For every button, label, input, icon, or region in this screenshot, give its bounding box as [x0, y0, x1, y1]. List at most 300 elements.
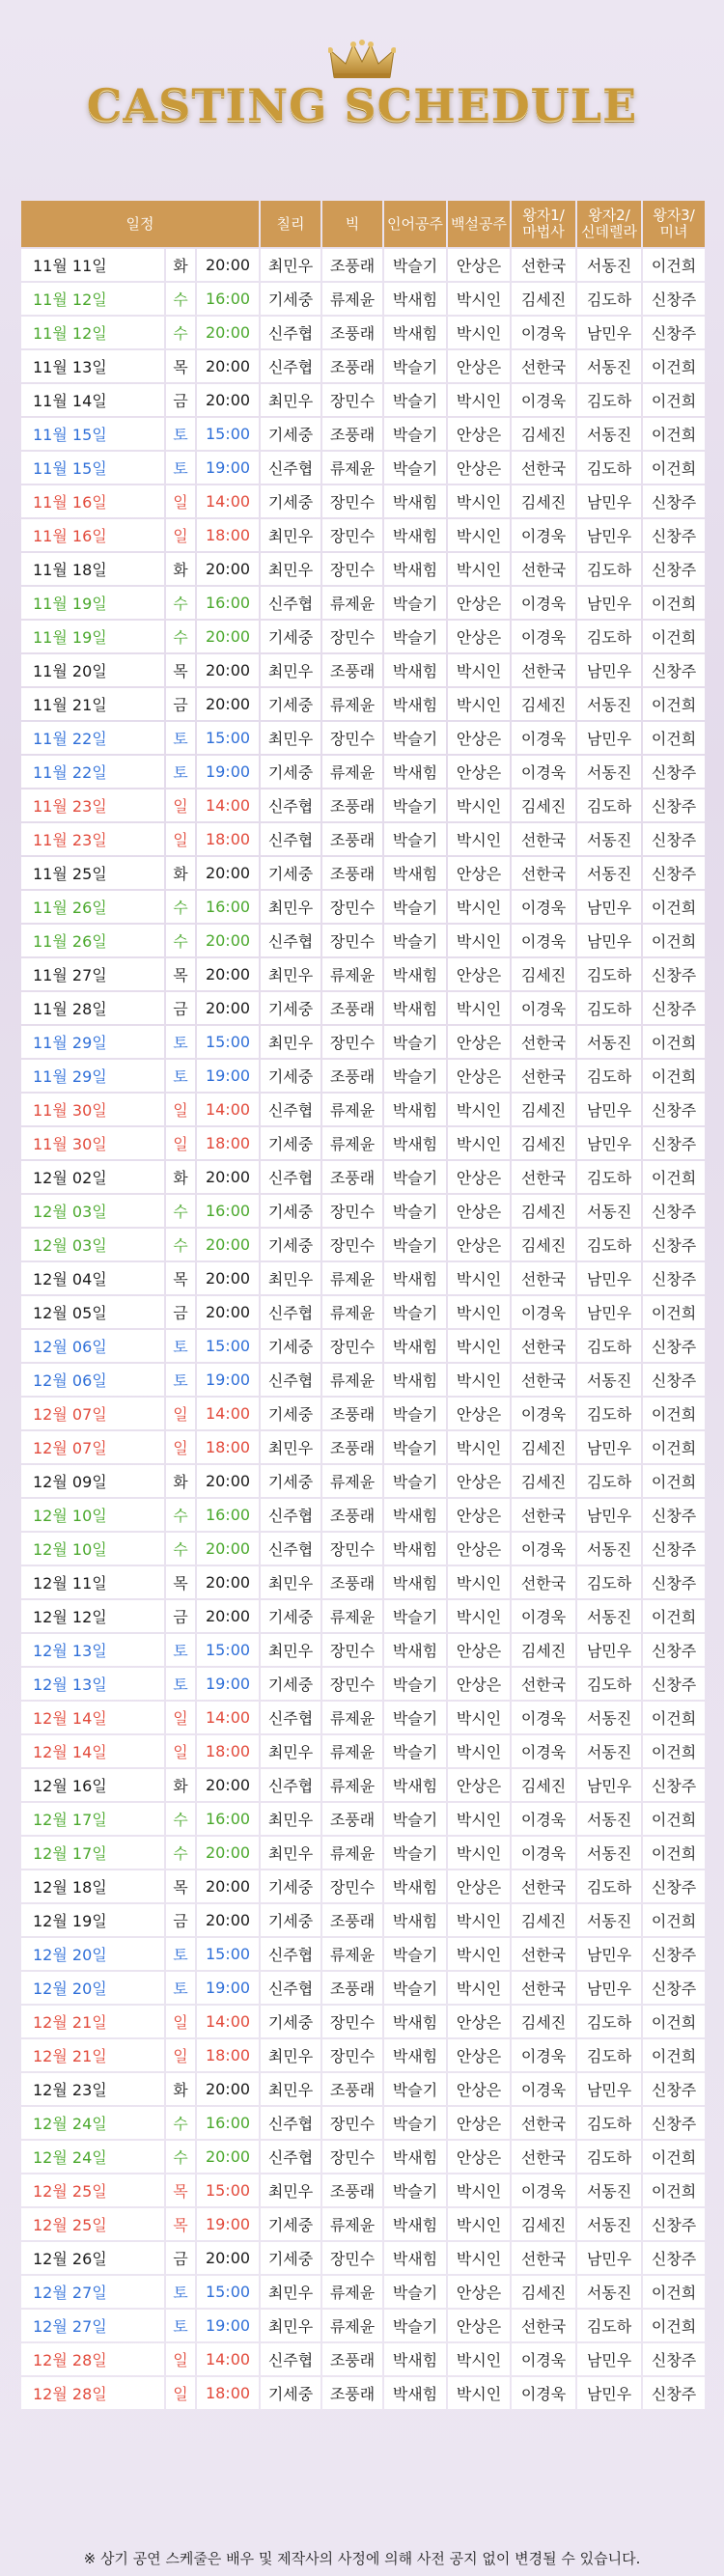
cell-big: 조풍래: [322, 1398, 382, 1429]
cell-date: 12월 25일: [21, 2174, 164, 2206]
cell-time: 18:00: [197, 2377, 259, 2409]
cell-prince1: 선한국: [512, 823, 575, 855]
cell-day: 일: [166, 1094, 195, 1125]
cell-date: 12월 10일: [21, 1499, 164, 1531]
table-row: [21, 2174, 705, 2206]
cell-chili: 신주협: [261, 350, 320, 382]
cell-big: 장민수: [322, 553, 382, 585]
cell-chili: 최민우: [261, 384, 320, 416]
cell-prince2: 남민우: [577, 1262, 641, 1294]
cell-snow: 안상은: [448, 722, 510, 754]
cell-day: 목: [166, 1566, 195, 1598]
cell-mermaid: 박슬기: [384, 789, 446, 821]
cell-mermaid: 박슬기: [384, 891, 446, 923]
cell-snow: 안상은: [448, 249, 510, 281]
table-row: [21, 317, 705, 348]
cell-mermaid: 박새힘: [384, 958, 446, 990]
table-row: [21, 992, 705, 1024]
cell-prince1: 김세진: [512, 1769, 575, 1801]
cell-date: 11월 29일: [21, 1026, 164, 1058]
cell-big: 류제윤: [322, 1938, 382, 1970]
cell-date: 12월 21일: [21, 2039, 164, 2071]
cell-prince3: 신창주: [643, 654, 705, 686]
cell-day: 수: [166, 1533, 195, 1565]
cell-big: 장민수: [322, 485, 382, 517]
cell-big: 장민수: [322, 2107, 382, 2139]
cell-chili: 최민우: [261, 1262, 320, 1294]
cell-mermaid: 박슬기: [384, 1938, 446, 1970]
cell-big: 류제윤: [322, 756, 382, 788]
cell-prince2: 남민우: [577, 891, 641, 923]
cell-day: 일: [166, 2377, 195, 2409]
cell-mermaid: 박새힘: [384, 1364, 446, 1396]
cell-date: 12월 21일: [21, 2006, 164, 2037]
table-row: [21, 1769, 705, 1801]
cell-snow: 박시인: [448, 1566, 510, 1598]
cell-big: 장민수: [322, 1668, 382, 1700]
cell-big: 조풍래: [322, 1566, 382, 1598]
table-row: [21, 1330, 705, 1362]
cell-snow: 박시인: [448, 2242, 510, 2274]
cell-prince2: 서동진: [577, 1364, 641, 1396]
cell-date: 12월 17일: [21, 1837, 164, 1869]
cell-prince1: 이경욱: [512, 2343, 575, 2375]
cell-chili: 기세중: [261, 2208, 320, 2240]
cell-date: 12월 28일: [21, 2377, 164, 2409]
cell-mermaid: 박슬기: [384, 925, 446, 956]
cell-chili: 기세중: [261, 2242, 320, 2274]
cell-snow: 안상은: [448, 1026, 510, 1058]
cell-prince3: 이건희: [643, 418, 705, 450]
cell-time: 20:00: [197, 2141, 259, 2173]
header-prince2: 왕자2/ 신데렐라: [577, 201, 641, 247]
cell-date: 11월 30일: [21, 1127, 164, 1159]
cell-prince1: 이경욱: [512, 1735, 575, 1767]
cell-mermaid: 박새힘: [384, 1566, 446, 1598]
cell-big: 장민수: [322, 2006, 382, 2037]
cell-mermaid: 박슬기: [384, 418, 446, 450]
cell-chili: 최민우: [261, 722, 320, 754]
cell-time: 14:00: [197, 1094, 259, 1125]
table-row: [21, 1364, 705, 1396]
cell-time: 20:00: [197, 1769, 259, 1801]
cell-prince2: 남민우: [577, 519, 641, 551]
cell-chili: 기세중: [261, 2006, 320, 2037]
cell-prince1: 이경욱: [512, 2073, 575, 2105]
cell-snow: 박시인: [448, 1702, 510, 1733]
cell-snow: 박시인: [448, 891, 510, 923]
cell-snow: 안상은: [448, 1398, 510, 1429]
cell-chili: 신주협: [261, 1702, 320, 1733]
cell-prince2: 남민우: [577, 1972, 641, 2004]
cell-big: 류제윤: [322, 452, 382, 484]
cell-day: 일: [166, 1127, 195, 1159]
cell-time: 19:00: [197, 1364, 259, 1396]
cell-prince2: 서동진: [577, 756, 641, 788]
cell-date: 12월 05일: [21, 1296, 164, 1328]
footnote: ※ 상기 공연 스케줄은 배우 및 제작사의 사정에 의해 사전 공지 없이 변경될 수 있습니다.: [83, 2550, 641, 2567]
cell-mermaid: 박슬기: [384, 249, 446, 281]
cell-day: 토: [166, 756, 195, 788]
cell-snow: 박시인: [448, 2343, 510, 2375]
cell-time: 16:00: [197, 587, 259, 619]
cell-day: 화: [166, 1465, 195, 1497]
cell-prince1: 선한국: [512, 2310, 575, 2341]
cell-time: 20:00: [197, 1229, 259, 1260]
cell-date: 11월 16일: [21, 519, 164, 551]
cell-prince1: 김세진: [512, 1465, 575, 1497]
cell-mermaid: 박새힘: [384, 2141, 446, 2173]
cell-mermaid: 박슬기: [384, 1668, 446, 1700]
cell-day: 수: [166, 587, 195, 619]
cell-big: 류제윤: [322, 688, 382, 720]
cell-prince2: 남민우: [577, 485, 641, 517]
cell-big: 조풍래: [322, 317, 382, 348]
cell-time: 20:00: [197, 992, 259, 1024]
cell-prince2: 남민우: [577, 1094, 641, 1125]
cell-date: 12월 09일: [21, 1465, 164, 1497]
cell-prince1: 선한국: [512, 654, 575, 686]
table-row: [21, 1870, 705, 1902]
cell-prince3: 이건희: [643, 925, 705, 956]
cell-mermaid: 박슬기: [384, 2073, 446, 2105]
table-row: [21, 1735, 705, 1767]
cell-big: 조풍래: [322, 418, 382, 450]
cell-chili: 신주협: [261, 2141, 320, 2173]
cell-time: 18:00: [197, 1431, 259, 1463]
cell-prince2: 김도하: [577, 553, 641, 585]
cell-prince2: 김도하: [577, 1229, 641, 1260]
cell-snow: 박시인: [448, 1431, 510, 1463]
cell-chili: 신주협: [261, 1938, 320, 1970]
cell-snow: 박시인: [448, 1600, 510, 1632]
table-row: [21, 891, 705, 923]
cell-prince3: 이건희: [643, 1026, 705, 1058]
cell-prince1: 선한국: [512, 1262, 575, 1294]
cell-mermaid: 박슬기: [384, 1060, 446, 1092]
cell-time: 20:00: [197, 1566, 259, 1598]
table-row: [21, 384, 705, 416]
cell-day: 일: [166, 789, 195, 821]
cell-snow: 안상은: [448, 2276, 510, 2308]
cell-time: 20:00: [197, 249, 259, 281]
cell-chili: 최민우: [261, 1431, 320, 1463]
cell-snow: 박시인: [448, 1364, 510, 1396]
cell-date: 12월 19일: [21, 1904, 164, 1936]
cell-prince1: 김세진: [512, 688, 575, 720]
cell-prince2: 남민우: [577, 2073, 641, 2105]
table-row: [21, 2242, 705, 2274]
cell-snow: 안상은: [448, 1195, 510, 1227]
cell-chili: 신주협: [261, 1094, 320, 1125]
table-row: [21, 2073, 705, 2105]
cell-mermaid: 박새힘: [384, 2242, 446, 2274]
cell-prince1: 김세진: [512, 1094, 575, 1125]
cell-chili: 최민우: [261, 2039, 320, 2071]
cell-chili: 기세중: [261, 2377, 320, 2409]
cell-prince2: 서동진: [577, 1803, 641, 1835]
table-row: [21, 1634, 705, 1666]
cell-prince2: 김도하: [577, 958, 641, 990]
cell-time: 20:00: [197, 1870, 259, 1902]
cell-prince2: 서동진: [577, 1702, 641, 1733]
cell-day: 토: [166, 1364, 195, 1396]
cell-day: 목: [166, 958, 195, 990]
cell-time: 15:00: [197, 722, 259, 754]
cell-prince1: 선한국: [512, 1566, 575, 1598]
cell-date: 11월 16일: [21, 485, 164, 517]
cell-date: 11월 12일: [21, 317, 164, 348]
cell-snow: 박시인: [448, 317, 510, 348]
cell-time: 14:00: [197, 2006, 259, 2037]
cell-prince3: 신창주: [643, 2107, 705, 2139]
cell-chili: 기세중: [261, 1195, 320, 1227]
cell-mermaid: 박새힘: [384, 1262, 446, 1294]
cell-prince3: 신창주: [643, 857, 705, 889]
cell-mermaid: 박새힘: [384, 519, 446, 551]
cell-snow: 박시인: [448, 1127, 510, 1159]
cell-date: 11월 25일: [21, 857, 164, 889]
cell-prince2: 서동진: [577, 418, 641, 450]
cell-day: 수: [166, 317, 195, 348]
cell-prince2: 남민우: [577, 1499, 641, 1531]
cell-date: 12월 03일: [21, 1229, 164, 1260]
cell-day: 화: [166, 553, 195, 585]
cell-time: 19:00: [197, 2208, 259, 2240]
cell-snow: 박시인: [448, 789, 510, 821]
table-row: [21, 2377, 705, 2409]
cell-prince1: 김세진: [512, 958, 575, 990]
cell-prince1: 선한국: [512, 1499, 575, 1531]
cell-chili: 신주협: [261, 2107, 320, 2139]
table-row: [21, 1668, 705, 1700]
table-row: [21, 1702, 705, 1733]
cell-big: 장민수: [322, 1634, 382, 1666]
cell-big: 조풍래: [322, 2174, 382, 2206]
cell-day: 화: [166, 249, 195, 281]
cell-snow: 안상은: [448, 2073, 510, 2105]
cell-prince1: 선한국: [512, 350, 575, 382]
cell-big: 조풍래: [322, 654, 382, 686]
cell-big: 조풍래: [322, 2073, 382, 2105]
cell-prince3: 신창주: [643, 2073, 705, 2105]
cell-time: 15:00: [197, 1330, 259, 1362]
cell-chili: 최민우: [261, 249, 320, 281]
cell-snow: 안상은: [448, 621, 510, 652]
cell-prince2: 김도하: [577, 621, 641, 652]
table-row: [21, 1465, 705, 1497]
cell-mermaid: 박새힘: [384, 688, 446, 720]
cell-chili: 최민우: [261, 2073, 320, 2105]
cell-prince3: 이건희: [643, 1161, 705, 1193]
cell-day: 금: [166, 992, 195, 1024]
cell-day: 일: [166, 1735, 195, 1767]
header-schedule: 일정: [21, 201, 259, 247]
cell-time: 15:00: [197, 2276, 259, 2308]
cell-date: 12월 26일: [21, 2242, 164, 2274]
cell-day: 금: [166, 688, 195, 720]
cell-date: 12월 24일: [21, 2141, 164, 2173]
cell-prince1: 김세진: [512, 1904, 575, 1936]
crown-icon: [328, 39, 396, 81]
cell-prince2: 남민우: [577, 2377, 641, 2409]
cell-prince1: 이경욱: [512, 1600, 575, 1632]
cell-chili: 기세중: [261, 1127, 320, 1159]
cell-prince2: 서동진: [577, 1533, 641, 1565]
cell-prince3: 신창주: [643, 992, 705, 1024]
cell-chili: 신주협: [261, 1499, 320, 1531]
cell-time: 20:00: [197, 1161, 259, 1193]
cell-snow: 박시인: [448, 1938, 510, 1970]
table-row: [21, 2006, 705, 2037]
cell-prince3: 이건희: [643, 2006, 705, 2037]
cell-prince1: 김세진: [512, 418, 575, 450]
cell-prince1: 선한국: [512, 249, 575, 281]
cell-time: 19:00: [197, 1668, 259, 1700]
cell-mermaid: 박슬기: [384, 823, 446, 855]
cell-prince1: 김세진: [512, 1127, 575, 1159]
table-body: [21, 249, 705, 2409]
cell-date: 12월 25일: [21, 2208, 164, 2240]
table-row: [21, 2039, 705, 2071]
cell-mermaid: 박슬기: [384, 1229, 446, 1260]
cell-prince3: 이건희: [643, 722, 705, 754]
cell-time: 20:00: [197, 2073, 259, 2105]
cell-prince2: 김도하: [577, 1161, 641, 1193]
cell-mermaid: 박새힘: [384, 1769, 446, 1801]
cell-snow: 박시인: [448, 1972, 510, 2004]
cell-day: 토: [166, 2310, 195, 2341]
cell-day: 토: [166, 1634, 195, 1666]
cell-date: 12월 20일: [21, 1938, 164, 1970]
cell-big: 조풍래: [322, 350, 382, 382]
cell-big: 류제윤: [322, 1702, 382, 1733]
cell-big: 조풍래: [322, 1431, 382, 1463]
cell-snow: 박시인: [448, 553, 510, 585]
cell-prince3: 신창주: [643, 1229, 705, 1260]
table-row: [21, 2310, 705, 2341]
cell-prince2: 김도하: [577, 992, 641, 1024]
cell-prince3: 신창주: [643, 756, 705, 788]
cell-snow: 박시인: [448, 1904, 510, 1936]
cell-time: 20:00: [197, 1904, 259, 1936]
cell-date: 12월 23일: [21, 2073, 164, 2105]
cell-prince3: 신창주: [643, 2343, 705, 2375]
cell-prince2: 서동진: [577, 2208, 641, 2240]
cell-prince3: 신창주: [643, 1094, 705, 1125]
cell-prince2: 남민우: [577, 587, 641, 619]
table-row: [21, 1060, 705, 1092]
cell-prince2: 김도하: [577, 1330, 641, 1362]
cell-prince2: 서동진: [577, 1735, 641, 1767]
cell-prince2: 남민우: [577, 1938, 641, 1970]
cell-date: 11월 22일: [21, 722, 164, 754]
cell-prince2: 김도하: [577, 1465, 641, 1497]
table-row: [21, 688, 705, 720]
cell-snow: 박시인: [448, 283, 510, 315]
cell-big: 장민수: [322, 519, 382, 551]
cell-mermaid: 박슬기: [384, 1296, 446, 1328]
cell-time: 20:00: [197, 925, 259, 956]
cell-snow: 안상은: [448, 1161, 510, 1193]
cell-snow: 안상은: [448, 1465, 510, 1497]
cell-mermaid: 박슬기: [384, 1972, 446, 2004]
cell-prince1: 이경욱: [512, 2377, 575, 2409]
cell-time: 14:00: [197, 2343, 259, 2375]
cell-time: 19:00: [197, 756, 259, 788]
cell-time: 16:00: [197, 283, 259, 315]
cell-date: 12월 14일: [21, 1702, 164, 1733]
cell-prince2: 남민우: [577, 1431, 641, 1463]
cell-chili: 기세중: [261, 485, 320, 517]
cell-prince3: 이건희: [643, 688, 705, 720]
cell-date: 12월 07일: [21, 1431, 164, 1463]
header-little-mermaid: 인어공주: [384, 201, 446, 247]
cell-day: 일: [166, 2006, 195, 2037]
cell-snow: 박시인: [448, 1837, 510, 1869]
cell-chili: 최민우: [261, 1837, 320, 1869]
cell-mermaid: 박슬기: [384, 1837, 446, 1869]
cell-snow: 박시인: [448, 2174, 510, 2206]
cell-day: 토: [166, 2276, 195, 2308]
cell-mermaid: 박슬기: [384, 2276, 446, 2308]
cell-snow: 안상은: [448, 1499, 510, 1531]
cell-day: 금: [166, 1296, 195, 1328]
cell-big: 장민수: [322, 722, 382, 754]
cell-chili: 신주협: [261, 587, 320, 619]
cell-snow: 박시인: [448, 519, 510, 551]
cell-big: 조풍래: [322, 1499, 382, 1531]
cell-mermaid: 박새힘: [384, 1330, 446, 1362]
cell-big: 류제윤: [322, 1094, 382, 1125]
table-row: [21, 1938, 705, 1970]
cell-mermaid: 박슬기: [384, 452, 446, 484]
cell-prince2: 김도하: [577, 1060, 641, 1092]
table-row: [21, 350, 705, 382]
cell-date: 11월 20일: [21, 654, 164, 686]
cell-snow: 안상은: [448, 1769, 510, 1801]
table-row: [21, 958, 705, 990]
table-row: [21, 722, 705, 754]
table-row: [21, 789, 705, 821]
cell-prince3: 이건희: [643, 350, 705, 382]
cell-date: 11월 14일: [21, 384, 164, 416]
cell-prince3: 신창주: [643, 1262, 705, 1294]
cell-snow: 안상은: [448, 1533, 510, 1565]
cell-chili: 신주협: [261, 1972, 320, 2004]
cell-prince1: 이경욱: [512, 519, 575, 551]
cell-chili: 기세중: [261, 1668, 320, 1700]
cell-chili: 최민우: [261, 1735, 320, 1767]
cell-prince1: 김세진: [512, 1431, 575, 1463]
cell-snow: 안상은: [448, 1229, 510, 1260]
cell-snow: 안상은: [448, 2141, 510, 2173]
cell-prince1: 김세진: [512, 485, 575, 517]
cell-snow: 안상은: [448, 2006, 510, 2037]
cell-snow: 박시인: [448, 823, 510, 855]
cell-date: 11월 15일: [21, 452, 164, 484]
cell-prince3: 이건희: [643, 1904, 705, 1936]
cell-big: 류제윤: [322, 1127, 382, 1159]
table-row: [21, 1972, 705, 2004]
cell-prince2: 남민우: [577, 1127, 641, 1159]
cell-date: 11월 26일: [21, 891, 164, 923]
cell-time: 19:00: [197, 452, 259, 484]
cell-big: 조풍래: [322, 2343, 382, 2375]
cell-big: 장민수: [322, 1195, 382, 1227]
cell-prince2: 서동진: [577, 688, 641, 720]
cell-prince3: 이건희: [643, 2310, 705, 2341]
